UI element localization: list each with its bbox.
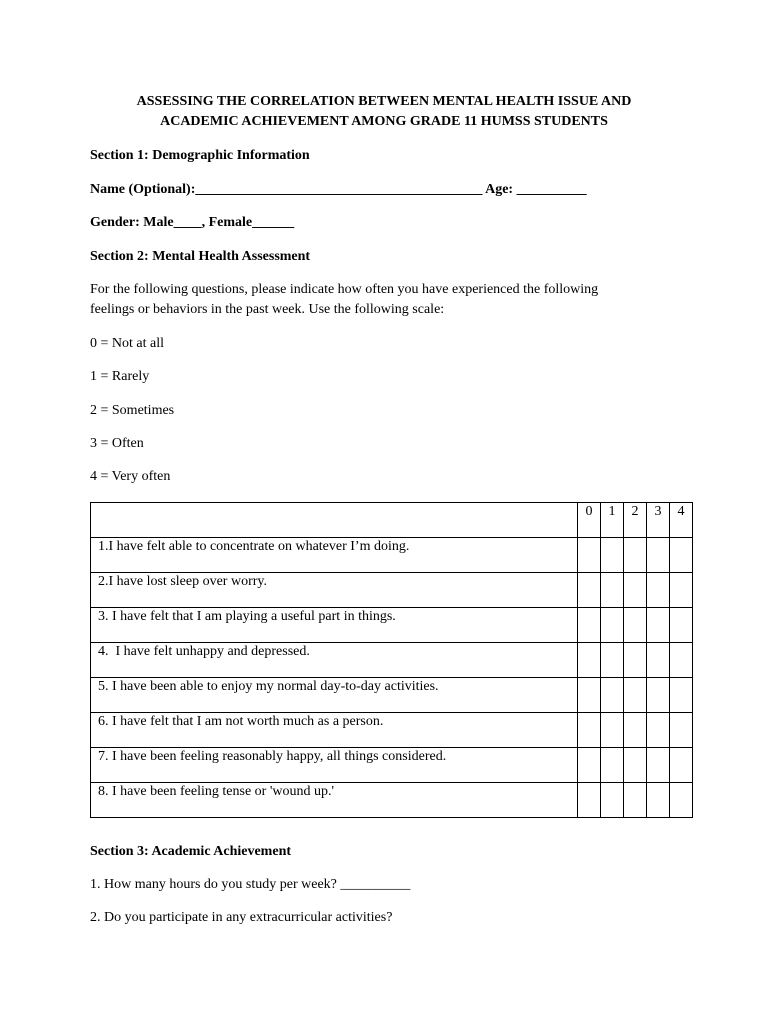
rating-cell-4[interactable] — [670, 573, 693, 608]
name-age-field-line[interactable]: Name (Optional):_________________________________________ Age: __________ — [90, 182, 587, 197]
rating-cell-3[interactable] — [647, 713, 670, 748]
rating-cell-4[interactable] — [670, 608, 693, 643]
instructions-line-1: For the following questions, please indicate how often you have experienced the following — [90, 282, 599, 297]
rating-cell-0[interactable] — [578, 608, 601, 643]
scale-header-2: 2 — [624, 503, 647, 538]
rating-cell-2[interactable] — [624, 538, 647, 573]
scale-header-0: 0 — [578, 503, 601, 538]
rating-cell-1[interactable] — [601, 678, 624, 713]
question-row — [91, 608, 693, 643]
rating-cell-3[interactable] — [647, 573, 670, 608]
question-row — [91, 783, 693, 818]
scale-item-0: 0 = Not at all — [90, 336, 164, 351]
rating-cell-1[interactable] — [601, 538, 624, 573]
rating-cell-3[interactable] — [647, 643, 670, 678]
question-text: 2.I have lost sleep over worry. — [91, 573, 578, 608]
rating-cell-4[interactable] — [670, 678, 693, 713]
question-row — [91, 748, 693, 783]
section-2-heading: Section 2: Mental Health Assessment — [90, 249, 311, 264]
rating-cell-1[interactable] — [601, 713, 624, 748]
rating-cell-4[interactable] — [670, 643, 693, 678]
question-header-cell — [91, 503, 578, 538]
question-text: 6. I have felt that I am not worth much as a person. — [91, 713, 578, 748]
title-line-1: ASSESSING THE CORRELATION BETWEEN MENTAL HEALTH ISSUE AND — [136, 94, 632, 109]
scale-header-4: 4 — [670, 503, 693, 538]
rating-cell-2[interactable] — [624, 783, 647, 818]
rating-cell-4[interactable] — [670, 748, 693, 783]
section-1-heading: Section 1: Demographic Information — [90, 148, 310, 163]
rating-cell-3[interactable] — [647, 608, 670, 643]
question-row — [91, 713, 693, 748]
question-row — [91, 678, 693, 713]
rating-cell-0[interactable] — [578, 643, 601, 678]
question-row — [91, 573, 693, 608]
rating-cell-3[interactable] — [647, 783, 670, 818]
question-text: 3. I have felt that I am playing a useful part in things. — [91, 608, 578, 643]
scale-header-3: 3 — [647, 503, 670, 538]
section-3-heading: Section 3: Academic Achievement — [90, 844, 292, 859]
question-row — [91, 538, 693, 573]
question-row — [91, 643, 693, 678]
scale-item-1: 1 = Rarely — [90, 369, 150, 384]
rating-cell-3[interactable] — [647, 748, 670, 783]
question-text: 1.I have felt able to concentrate on whatever I’m doing. — [91, 538, 578, 573]
study-hours-question[interactable]: 1. How many hours do you study per week? __________ — [90, 877, 411, 892]
rating-cell-3[interactable] — [647, 538, 670, 573]
gender-field-line[interactable]: Gender: Male____, Female______ — [90, 215, 295, 230]
rating-cell-0[interactable] — [578, 748, 601, 783]
rating-cell-2[interactable] — [624, 748, 647, 783]
question-text: 7. I have been feeling reasonably happy, all things considered. — [91, 748, 578, 783]
rating-cell-2[interactable] — [624, 608, 647, 643]
rating-cell-3[interactable] — [647, 678, 670, 713]
rating-cell-2[interactable] — [624, 678, 647, 713]
rating-cell-4[interactable] — [670, 713, 693, 748]
title-line-2: ACADEMIC ACHIEVEMENT AMONG GRADE 11 HUMSS STUDENTS — [160, 114, 608, 129]
extracurricular-question: 2. Do you participate in any extracurricular activities? — [90, 910, 393, 925]
rating-cell-1[interactable] — [601, 748, 624, 783]
mental-health-rating-table — [90, 502, 693, 818]
scale-item-2: 2 = Sometimes — [90, 403, 175, 418]
rating-cell-4[interactable] — [670, 783, 693, 818]
question-text: 8. I have been feeling tense or 'wound up.' — [91, 783, 578, 818]
rating-cell-0[interactable] — [578, 573, 601, 608]
rating-cell-1[interactable] — [601, 573, 624, 608]
rating-cell-2[interactable] — [624, 713, 647, 748]
rating-cell-2[interactable] — [624, 643, 647, 678]
question-text: 5. I have been able to enjoy my normal day-to-day activities. — [91, 678, 578, 713]
rating-cell-1[interactable] — [601, 608, 624, 643]
rating-cell-2[interactable] — [624, 573, 647, 608]
rating-cell-0[interactable] — [578, 538, 601, 573]
question-text: 4. I have felt unhappy and depressed. — [91, 643, 578, 678]
rating-header-row — [91, 503, 693, 538]
rating-cell-0[interactable] — [578, 713, 601, 748]
instructions-paragraph — [90, 280, 680, 320]
scale-item-3: 3 = Often — [90, 436, 144, 451]
rating-cell-1[interactable] — [601, 643, 624, 678]
instructions-line-2: feelings or behaviors in the past week. Use the following scale: — [90, 302, 445, 317]
rating-cell-0[interactable] — [578, 678, 601, 713]
scale-item-4: 4 = Very often — [90, 469, 171, 484]
document-title — [90, 92, 678, 132]
scale-header-1: 1 — [601, 503, 624, 538]
rating-cell-0[interactable] — [578, 783, 601, 818]
rating-cell-1[interactable] — [601, 783, 624, 818]
rating-cell-4[interactable] — [670, 538, 693, 573]
